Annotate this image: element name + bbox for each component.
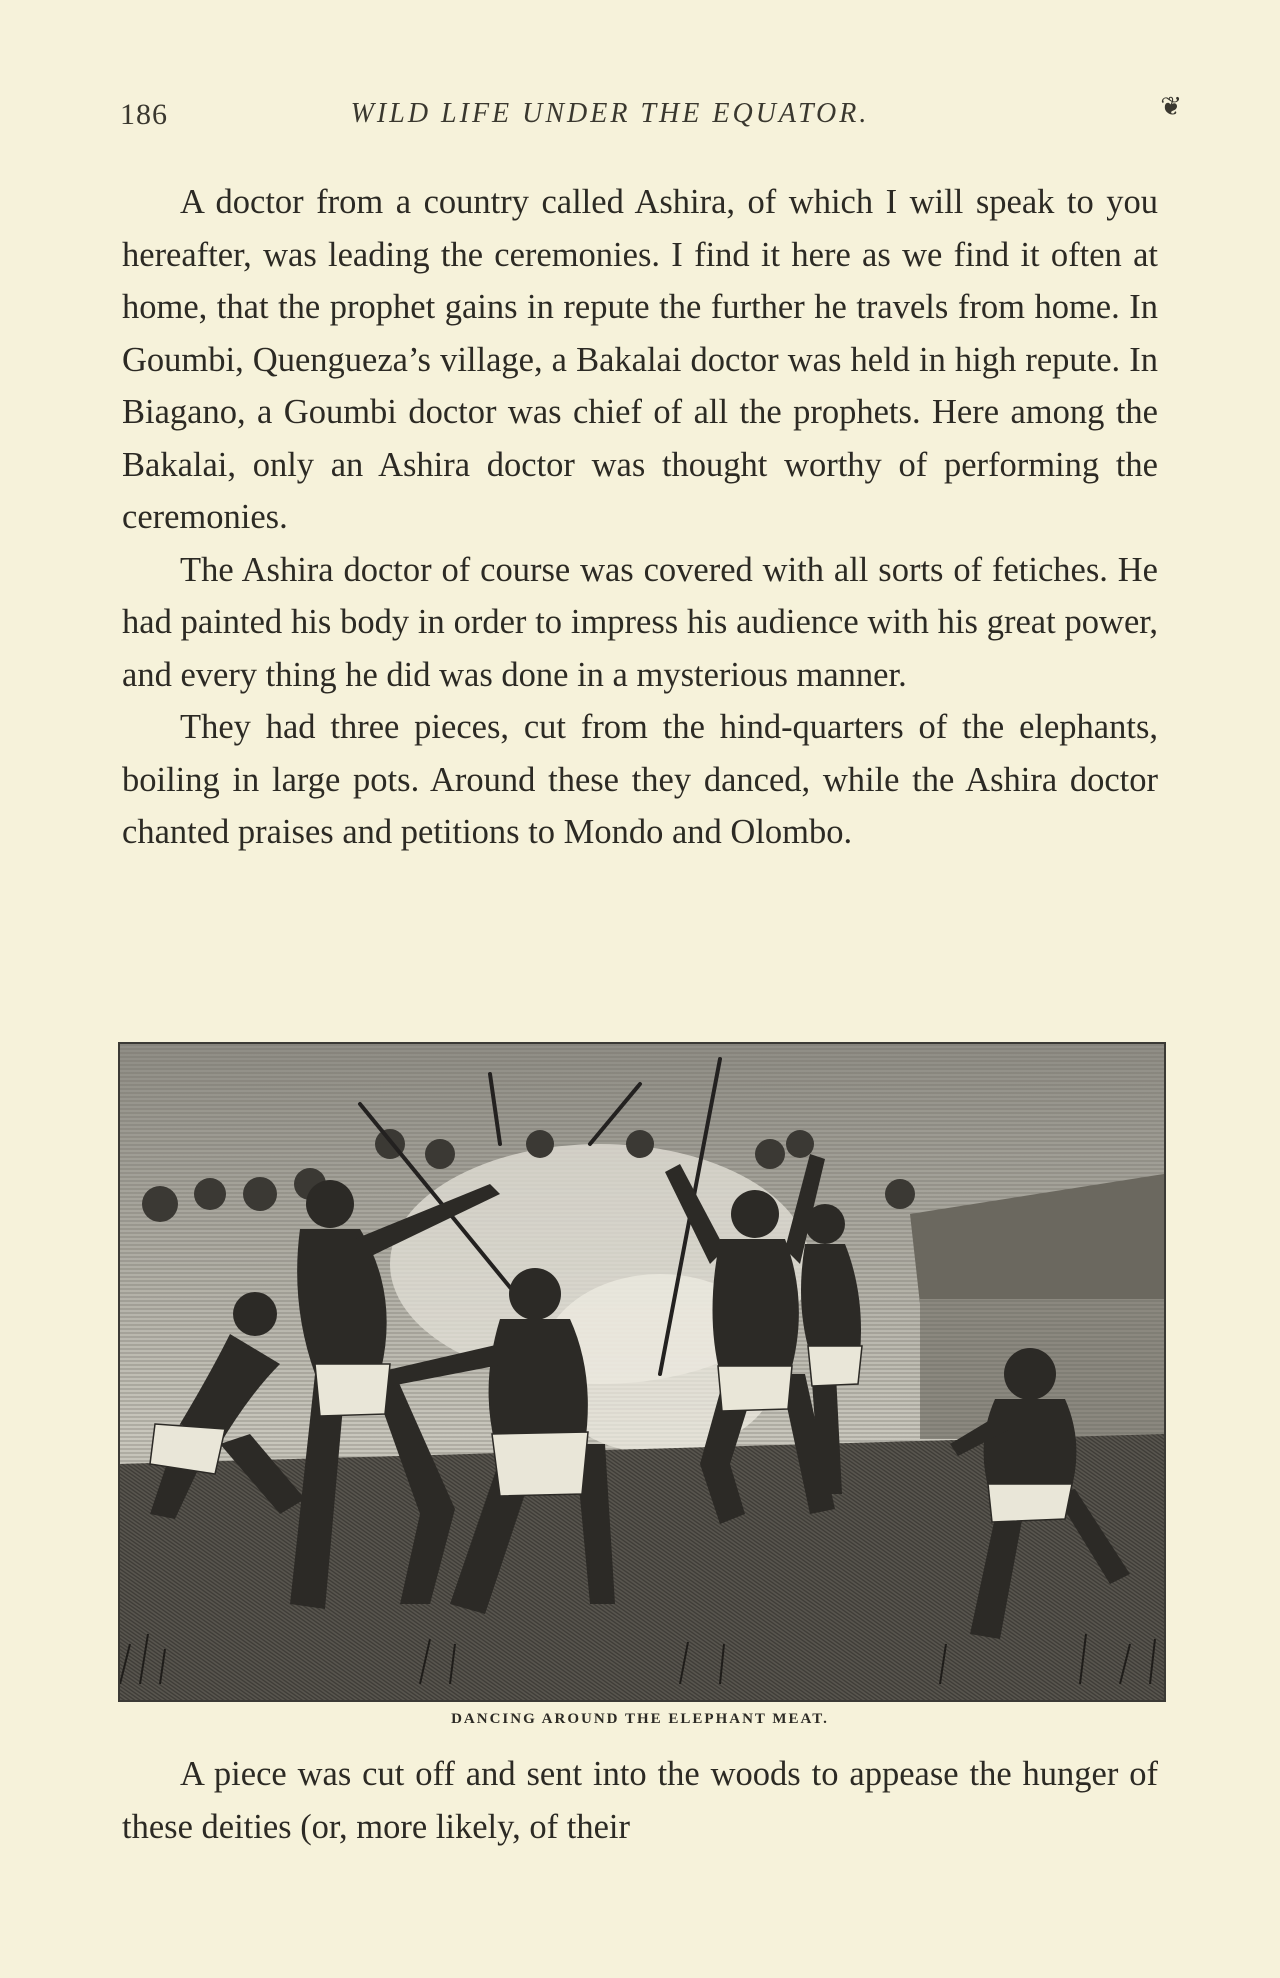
dancers-engraving-icon [120, 1044, 1164, 1700]
page-number: 186 [120, 98, 168, 131]
body-text-after-illustration [122, 1748, 1158, 1853]
paragraph: The Ashira doctor of course was covered with all sorts of fetiches. He had painted his body in order to impress his audience with his great power, and every thing he did was done in a mysterious manner. [122, 550, 1158, 694]
engraving-illustration [118, 1042, 1166, 1702]
paragraph: A doctor from a country called Ashira, of which I will speak to you hereafter, was leading the ceremonies. I find it here as we find it often at home, that the prophet gains in repute the further he travels from home. In Goumbi, Quengueza’s village, a Bakalai doctor was held in high repute. In Biagano, a Goumbi doctor was chief of all the prophets. Here among the Bakalai, only an Ashira doctor was thought worthy of performing the ceremonies. [122, 183, 1158, 536]
fleuron-icon: ❦ [1160, 92, 1182, 121]
running-title: WILD LIFE UNDER THE EQUATOR. [350, 98, 870, 129]
page-header [120, 92, 1182, 138]
paragraph: A piece was cut off and sent into the woods to appease the hunger of these deities (or, more likely, of their [122, 1755, 1158, 1846]
illustration-caption: DANCING AROUND THE ELEPHANT MEAT. [451, 1711, 829, 1727]
body-text-before-illustration [122, 176, 1158, 859]
paragraph: They had three pieces, cut from the hind-quarters of the elephants, boiling in large pots. Around these they danced, while the Ashira doctor chanted praises and petitions to Mondo and Olombo. [122, 708, 1158, 851]
